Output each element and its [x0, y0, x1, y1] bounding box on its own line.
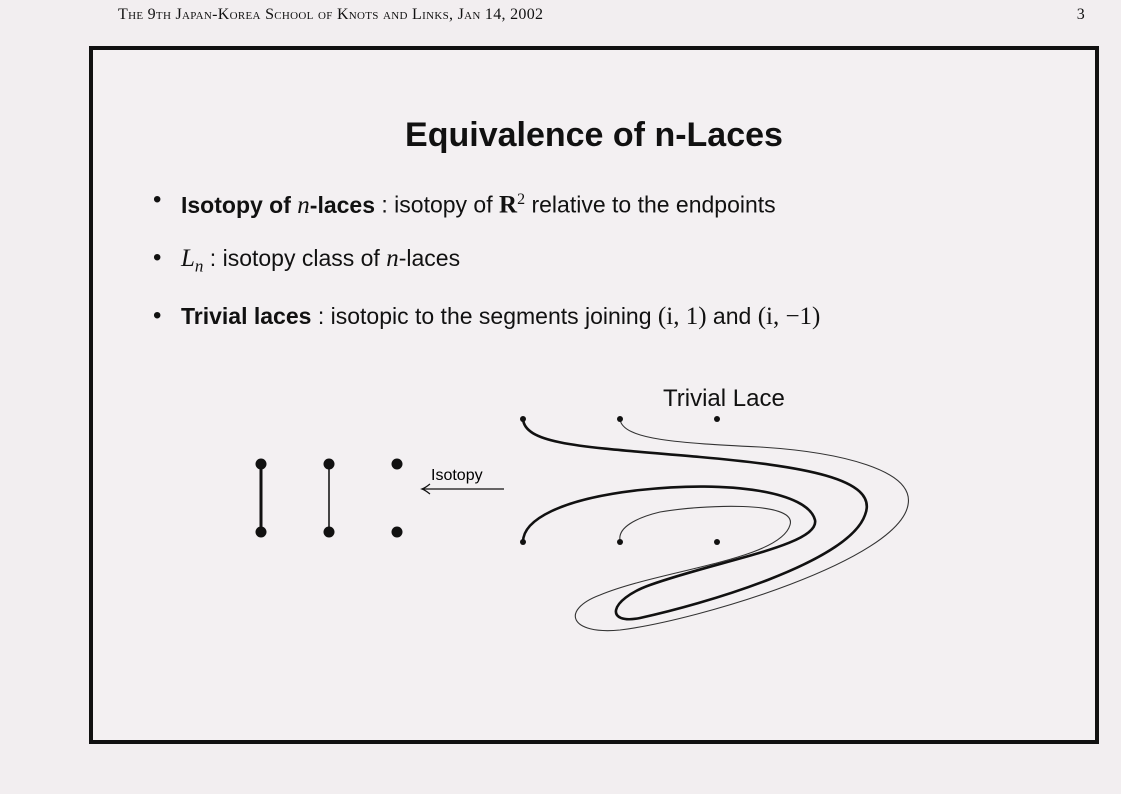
definition-text: isotopy of — [394, 191, 500, 218]
isotopic-lace-diagram — [520, 385, 908, 631]
term-trivial-laces: Trivial laces — [181, 303, 312, 329]
endpoint — [324, 527, 335, 538]
isotopy-arrow — [422, 467, 504, 494]
math-n: n — [386, 245, 399, 272]
slide-title: Equivalence of n-Laces — [405, 116, 783, 154]
endpoint — [392, 527, 403, 538]
math-point-1: (i, 1) — [657, 303, 707, 330]
endpoint — [256, 459, 267, 470]
separator: : — [203, 245, 223, 271]
endpoint — [520, 416, 526, 422]
endpoint — [392, 459, 403, 470]
endpoint — [714, 416, 720, 422]
page-number: 3 — [1076, 6, 1085, 23]
math-R: R — [499, 191, 518, 219]
endpoint — [520, 539, 526, 545]
definition-text: isotopic to the segments joining — [330, 303, 658, 329]
math-sub: n — [194, 256, 204, 276]
definition-text-rest: relative to the endpoints — [525, 191, 776, 218]
lace-strand-thick — [523, 419, 867, 619]
separator: : — [311, 303, 331, 329]
definition-text-rest: -laces — [398, 245, 461, 271]
definition-text: isotopy class of — [222, 245, 387, 271]
trivial-lace-diagram — [256, 459, 403, 538]
endpoint — [617, 539, 623, 545]
math-point-2: (i, −1) — [757, 303, 821, 330]
header-title: The 9th Japan-Korea School of Knots and Links, Jan 14, 2002 — [118, 6, 544, 23]
endpoint — [617, 416, 623, 422]
endpoint — [714, 539, 720, 545]
math-sup: 2 — [517, 191, 526, 208]
separator: : — [375, 191, 395, 218]
endpoint — [324, 459, 335, 470]
endpoint — [256, 527, 267, 538]
isotopy-label: Isotopy — [431, 467, 483, 484]
definition-text-and: and — [706, 303, 758, 329]
trivial-lace-label: Trivial Lace — [663, 385, 785, 412]
term-isotopy: Isotopy of n-laces — [181, 191, 375, 219]
math-L: L — [181, 245, 195, 272]
